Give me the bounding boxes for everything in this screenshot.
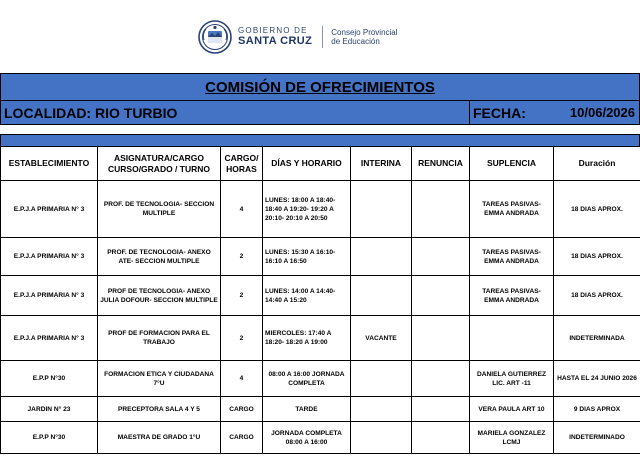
header [0,0,640,72]
cell-asignatura: MAESTRA DE GRADO 1°U [98,422,221,454]
header-establecimiento: ESTABLECIMIENTO [1,147,98,181]
cell-suplencia: TAREAS PASIVAS- EMMA ANDRADA [470,181,554,238]
cell-interina [351,422,412,454]
header-renuncia: RENUNCIA [412,147,470,181]
fecha-value: 10/06/2026 [569,105,635,120]
cell-duracion: INDETERMINADO [554,422,640,454]
cell-dias-horario: JORNADA COMPLETA 08:00 A 16:00 [263,422,351,454]
cell-asignatura: PRECEPTORA SALA 4 Y 5 [98,397,221,422]
offers-table [0,146,640,454]
cell-dias-horario: LUNES: 15:30 A 16:10- 16:10 A 16:50 [263,238,351,276]
cell-establecimiento: E.P.J.A PRIMARIA N° 3 [1,238,98,276]
header-asignatura: ASIGNATURA/CARGO CURSO/GRADO / TURNO [98,147,221,181]
cell-asignatura: PROF DE TECNOLOGIA- ANEXO JULIA DOFOUR- SECCION MULTIPLE [98,276,221,316]
table-row [1,238,640,276]
cell-renuncia [412,276,470,316]
logo-consejo-line1: Consejo Provincial [331,27,398,37]
cell-establecimiento: E.P.J.A PRIMARIA N° 3 [1,276,98,316]
cell-dias-horario: LUNES: 14:00 A 14:40- 14:40 A 15:20 [263,276,351,316]
cell-interina [351,238,412,276]
cell-establecimiento: E.P.J.A PRIMARIA N° 3 [1,181,98,238]
cell-renuncia [412,316,470,361]
logo-divider [322,26,323,48]
cell-duracion: 18 DIAS APROX. [554,276,640,316]
cell-dias-horario: LUNES: 18:00 A 18:40- 18:40 A 19:20- 19:20 A 20:10- 20:10 A 20:50 [263,181,351,238]
cell-suplencia: TAREAS PASIVAS- EMMA ANDRADA [470,276,554,316]
cell-cargo-horas: 4 [221,181,263,238]
logo-consejo-text [331,28,397,46]
table-row [1,397,640,422]
cell-asignatura: PROF. DE TECNOLOGIA- SECCION MULTIPLE [98,181,221,238]
logo-gobierno-text: GOBIERNO DE [238,26,308,35]
logo-consejo-line2: de Educación [331,37,380,46]
cell-duracion: 18 DIAS APROX. [554,238,640,276]
title-banner [0,73,640,101]
cell-establecimiento: JARDIN N° 23 [1,397,98,422]
cell-asignatura: PROF DE FORMACION PARA EL TRABAJO [98,316,221,361]
cell-dias-horario: 08:00 A 16:00 JORNADA COMPLETA [263,361,351,397]
cell-renuncia [412,361,470,397]
cell-dias-horario: MIERCOLES: 17:40 A 18:20- 18:20 A 19:00 [263,316,351,361]
cell-cargo-horas: 2 [221,276,263,316]
cell-asignatura: FORMACION ETICA Y CIUDADANA 7°U [98,361,221,397]
cell-duracion: 18 DIAS APROX. [554,181,640,238]
cell-cargo-horas: CARGO [221,397,263,422]
fecha-label: FECHA: [473,105,526,121]
cell-cargo-horas: 2 [221,238,263,276]
table-header-row [1,147,640,181]
document-title: COMISIÓN DE OFRECIMIENTOS [205,78,435,96]
cell-interina [351,361,412,397]
table-row [1,422,640,454]
cell-renuncia [412,181,470,238]
cell-renuncia [412,397,470,422]
localidad-banner [0,100,640,125]
logo-text [238,27,312,47]
header-dias-horario: DÍAS Y HORARIO [263,147,351,181]
table-row [1,361,640,397]
provincial-seal-icon [198,20,232,54]
cell-interina [351,181,412,238]
cell-establecimiento: E.P.J.A PRIMARIA N° 3 [1,316,98,361]
government-logo [198,20,398,54]
cell-establecimiento: E.P.P N°30 [1,361,98,397]
cell-cargo-horas: CARGO [221,422,263,454]
localidad-label: LOCALIDAD: RIO TURBIO [4,105,178,121]
cell-duracion: HASTA EL 24 JUNIO 2026 [554,361,640,397]
cell-suplencia: MARIELA GONZALEZ LCMJ [470,422,554,454]
cell-establecimiento: E.P.P N°30 [1,422,98,454]
cell-renuncia [412,422,470,454]
spacer [0,125,640,134]
header-suplencia: SUPLENCIA [470,147,554,181]
cell-suplencia: VERA PAULA ART 10 [470,397,554,422]
logo-santa-cruz-text: SANTA CRUZ [238,35,313,47]
cell-interina [351,397,412,422]
cell-duracion: INDETERMINADA [554,316,640,361]
table-row [1,276,640,316]
cell-renuncia [412,238,470,276]
header-duracion: Duración [554,147,640,181]
cell-suplencia: DANIELA GUTIERREZ LIC. ART -11 [470,361,554,397]
cell-cargo-horas: 2 [221,316,263,361]
cell-interina [351,276,412,316]
fecha-cell [469,101,640,124]
cell-suplencia [470,316,554,361]
cell-asignatura: PROF. DE TECNOLOGIA- ANEXO ATE- SECCION MULTIPLE [98,238,221,276]
cell-interina: VACANTE [351,316,412,361]
cell-suplencia: TAREAS PASIVAS- EMMA ANDRADA [470,238,554,276]
cell-duracion: 9 DIAS APROX [554,397,640,422]
cell-cargo-horas: 4 [221,361,263,397]
header-cargo-horas: CARGO/ HORAS [221,147,263,181]
cell-dias-horario: TARDE [263,397,351,422]
table-row [1,181,640,238]
header-interina: INTERINA [351,147,412,181]
table-row [1,316,640,361]
